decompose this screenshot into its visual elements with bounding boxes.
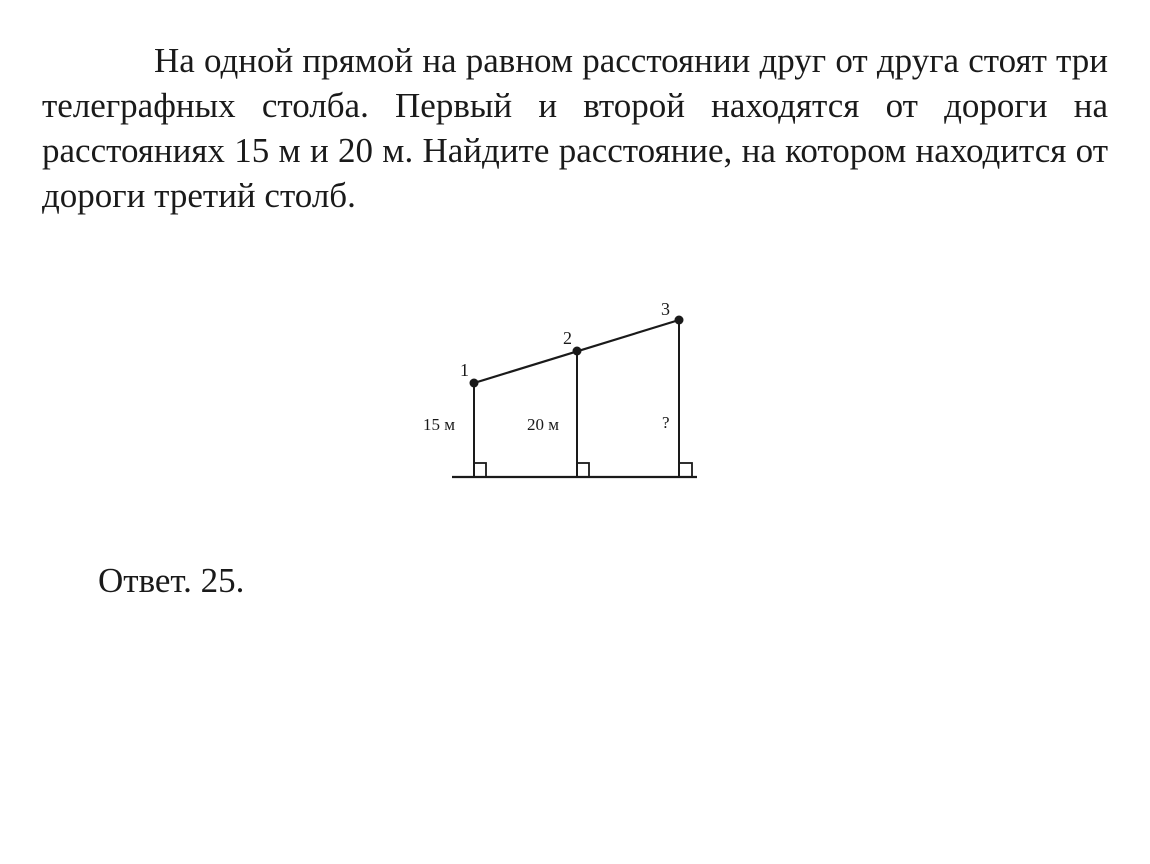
telegraph-poles-diagram xyxy=(410,290,710,490)
pole-1-number: 1 xyxy=(460,360,469,380)
pole-2-top-point xyxy=(573,347,582,356)
pole-3-number: 3 xyxy=(661,299,670,319)
answer-text: Ответ. 25. xyxy=(98,561,245,600)
pole-3-distance-label: ? xyxy=(662,413,670,432)
pole-1-top-point xyxy=(470,379,479,388)
right-angle-mark-2 xyxy=(577,463,589,477)
pole-2-number: 2 xyxy=(563,328,572,348)
right-angle-mark-1 xyxy=(474,463,486,477)
right-angle-mark-3 xyxy=(679,463,692,477)
pole-3-top-point xyxy=(675,316,684,325)
diagram-svg xyxy=(410,290,710,490)
problem-text: На одной прямой на равном расстоянии друг от друга стоят три телеграфных столба. Первый и второй находятся от дороги на расстояниях 15 м и 20 м. Найдите расстояние, на котором находится от дороги третий столб. xyxy=(42,41,1108,215)
pole-2-distance-label: 20 м xyxy=(527,415,560,434)
pole-1-distance-label: 15 м xyxy=(423,415,456,434)
